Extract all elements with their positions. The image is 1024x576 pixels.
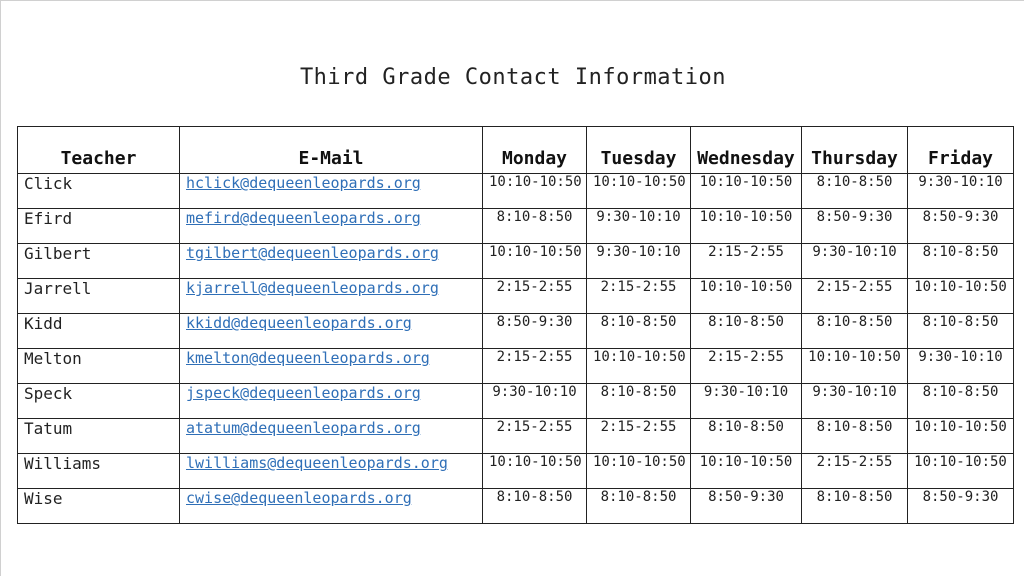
email-cell — [180, 419, 483, 454]
table-row — [18, 174, 1014, 209]
teacher-name-cell: Click — [18, 174, 180, 209]
column-header-teacher: Teacher — [18, 127, 180, 174]
thursday-time-cell: 8:50-9:30 — [802, 209, 908, 244]
wednesday-time-cell: 8:50-9:30 — [691, 489, 802, 524]
email-link[interactable]: tgilbert@dequeenleopards.org — [186, 244, 439, 262]
thursday-time-cell: 8:10-8:50 — [802, 489, 908, 524]
email-cell — [180, 314, 483, 349]
email-cell — [180, 209, 483, 244]
thursday-time-cell: 2:15-2:55 — [802, 454, 908, 489]
wednesday-time-cell: 2:15-2:55 — [691, 349, 802, 384]
teacher-name-cell: Williams — [18, 454, 180, 489]
page-title: Third Grade Contact Information — [299, 65, 727, 90]
monday-time-cell: 10:10-10:50 — [483, 454, 587, 489]
wednesday-time-cell: 10:10-10:50 — [691, 174, 802, 209]
column-header-tuesday: Tuesday — [587, 127, 691, 174]
email-link[interactable]: jspeck@dequeenleopards.org — [186, 384, 421, 402]
email-link[interactable]: atatum@dequeenleopards.org — [186, 419, 421, 437]
friday-time-cell: 10:10-10:50 — [908, 454, 1014, 489]
table-row — [18, 419, 1014, 454]
teacher-name-cell: Kidd — [18, 314, 180, 349]
monday-time-cell: 8:10-8:50 — [483, 209, 587, 244]
tuesday-time-cell: 8:10-8:50 — [587, 489, 691, 524]
email-cell — [180, 454, 483, 489]
thursday-time-cell: 2:15-2:55 — [802, 279, 908, 314]
email-link[interactable]: lwilliams@dequeenleopards.org — [186, 454, 448, 472]
tuesday-time-cell: 2:15-2:55 — [587, 279, 691, 314]
monday-time-cell: 8:50-9:30 — [483, 314, 587, 349]
teacher-name-cell: Wise — [18, 489, 180, 524]
email-cell — [180, 244, 483, 279]
monday-time-cell: 10:10-10:50 — [483, 244, 587, 279]
wednesday-time-cell: 10:10-10:50 — [691, 209, 802, 244]
email-link[interactable]: cwise@dequeenleopards.org — [186, 489, 412, 507]
table-row — [18, 314, 1014, 349]
monday-time-cell: 2:15-2:55 — [483, 279, 587, 314]
wednesday-time-cell: 8:10-8:50 — [691, 419, 802, 454]
wednesday-time-cell: 10:10-10:50 — [691, 279, 802, 314]
table-row — [18, 384, 1014, 419]
teacher-name-cell: Efird — [18, 209, 180, 244]
friday-time-cell: 9:30-10:10 — [908, 174, 1014, 209]
column-header-friday: Friday — [908, 127, 1014, 174]
tuesday-time-cell: 9:30-10:10 — [587, 209, 691, 244]
table-row — [18, 279, 1014, 314]
contact-table — [17, 126, 1014, 524]
monday-time-cell: 8:10-8:50 — [483, 489, 587, 524]
wednesday-time-cell: 10:10-10:50 — [691, 454, 802, 489]
email-link[interactable]: mefird@dequeenleopards.org — [186, 209, 421, 227]
friday-time-cell: 10:10-10:50 — [908, 419, 1014, 454]
tuesday-time-cell: 8:10-8:50 — [587, 384, 691, 419]
email-link[interactable]: hclick@dequeenleopards.org — [186, 174, 421, 192]
teacher-name-cell: Tatum — [18, 419, 180, 454]
thursday-time-cell: 9:30-10:10 — [802, 244, 908, 279]
table-body — [18, 174, 1014, 524]
thursday-time-cell: 9:30-10:10 — [802, 384, 908, 419]
email-cell — [180, 174, 483, 209]
header-row — [18, 127, 1014, 174]
monday-time-cell: 10:10-10:50 — [483, 174, 587, 209]
wednesday-time-cell: 9:30-10:10 — [691, 384, 802, 419]
email-link[interactable]: kkidd@dequeenleopards.org — [186, 314, 412, 332]
column-header-email: E-Mail — [180, 127, 483, 174]
table-row — [18, 244, 1014, 279]
teacher-name-cell: Gilbert — [18, 244, 180, 279]
thursday-time-cell: 8:10-8:50 — [802, 314, 908, 349]
email-cell — [180, 279, 483, 314]
wednesday-time-cell: 8:10-8:50 — [691, 314, 802, 349]
email-link[interactable]: kjarrell@dequeenleopards.org — [186, 279, 439, 297]
tuesday-time-cell: 10:10-10:50 — [587, 454, 691, 489]
friday-time-cell: 8:10-8:50 — [908, 314, 1014, 349]
email-link[interactable]: kmelton@dequeenleopards.org — [186, 349, 430, 367]
tuesday-time-cell: 9:30-10:10 — [587, 244, 691, 279]
tuesday-time-cell: 8:10-8:50 — [587, 314, 691, 349]
tuesday-time-cell: 2:15-2:55 — [587, 419, 691, 454]
column-header-thursday: Thursday — [802, 127, 908, 174]
friday-time-cell: 8:10-8:50 — [908, 384, 1014, 419]
tuesday-time-cell: 10:10-10:50 — [587, 174, 691, 209]
friday-time-cell: 8:50-9:30 — [908, 209, 1014, 244]
teacher-name-cell: Melton — [18, 349, 180, 384]
email-cell — [180, 349, 483, 384]
table-row — [18, 209, 1014, 244]
email-cell — [180, 384, 483, 419]
thursday-time-cell: 10:10-10:50 — [802, 349, 908, 384]
table-row — [18, 349, 1014, 384]
column-header-monday: Monday — [483, 127, 587, 174]
table-row — [18, 489, 1014, 524]
friday-time-cell: 8:10-8:50 — [908, 244, 1014, 279]
friday-time-cell: 8:50-9:30 — [908, 489, 1014, 524]
thursday-time-cell: 8:10-8:50 — [802, 174, 908, 209]
table-row — [18, 454, 1014, 489]
teacher-name-cell: Speck — [18, 384, 180, 419]
friday-time-cell: 10:10-10:50 — [908, 279, 1014, 314]
column-header-wednesday: Wednesday — [691, 127, 802, 174]
monday-time-cell: 2:15-2:55 — [483, 419, 587, 454]
monday-time-cell: 2:15-2:55 — [483, 349, 587, 384]
monday-time-cell: 9:30-10:10 — [483, 384, 587, 419]
friday-time-cell: 9:30-10:10 — [908, 349, 1014, 384]
wednesday-time-cell: 2:15-2:55 — [691, 244, 802, 279]
tuesday-time-cell: 10:10-10:50 — [587, 349, 691, 384]
teacher-name-cell: Jarrell — [18, 279, 180, 314]
thursday-time-cell: 8:10-8:50 — [802, 419, 908, 454]
email-cell — [180, 489, 483, 524]
